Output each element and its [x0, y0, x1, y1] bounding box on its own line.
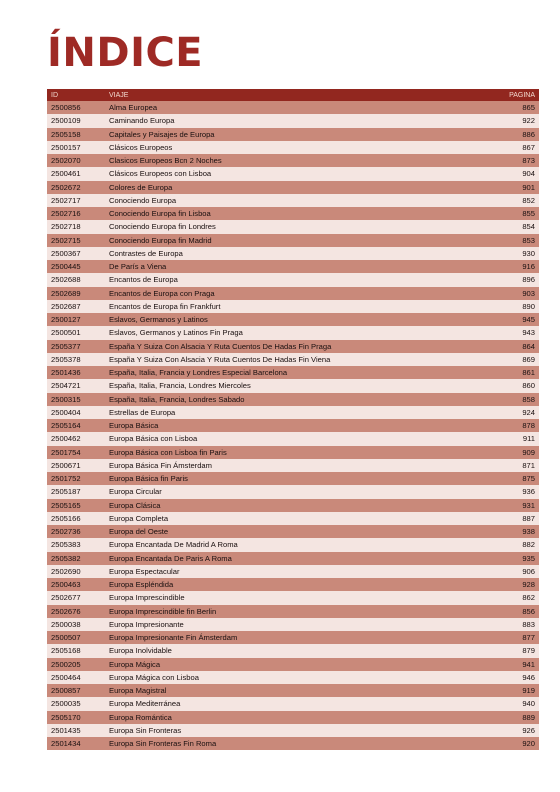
- trip-id-cell: 2502070: [47, 154, 105, 167]
- trip-id-cell: 2502690: [47, 565, 105, 578]
- trip-id-cell: 2502676: [47, 605, 105, 618]
- page-number-cell: 945: [479, 313, 539, 326]
- table-row: [47, 419, 539, 432]
- trip-name-cell: Alma Europea: [105, 101, 479, 114]
- trip-id-cell: 2505382: [47, 552, 105, 565]
- trip-id-cell: 2505166: [47, 512, 105, 525]
- table-row: [47, 512, 539, 525]
- page-number-cell: 856: [479, 605, 539, 618]
- trip-name-cell: Europa Sin Fronteras Fin Roma: [105, 737, 479, 750]
- table-row: [47, 697, 539, 710]
- trip-name-cell: Clasicos Europeos Bcn 2 Noches: [105, 154, 479, 167]
- table-row: [47, 591, 539, 604]
- trip-id-cell: 2500315: [47, 393, 105, 406]
- page-number-cell: 911: [479, 432, 539, 445]
- page-number-cell: 906: [479, 565, 539, 578]
- trip-id-cell: 2505383: [47, 538, 105, 551]
- trip-id-cell: 2502687: [47, 300, 105, 313]
- table-row: [47, 287, 539, 300]
- page-number-cell: 928: [479, 578, 539, 591]
- table-row: [47, 220, 539, 233]
- table-row: [47, 273, 539, 286]
- trip-name-cell: Europa Básica: [105, 419, 479, 432]
- trip-name-cell: Europa Encantada De Paris A Roma: [105, 552, 479, 565]
- trip-id-cell: 2501435: [47, 724, 105, 737]
- page-number-cell: 938: [479, 525, 539, 538]
- trip-name-cell: Europa Magistral: [105, 684, 479, 697]
- table-row: [47, 313, 539, 326]
- page-number-cell: 896: [479, 273, 539, 286]
- trip-name-cell: Europa Espectacular: [105, 565, 479, 578]
- page-number-cell: 935: [479, 552, 539, 565]
- table-row: [47, 565, 539, 578]
- table-row: [47, 326, 539, 339]
- trip-name-cell: Encantos de Europa fin Frankfurt: [105, 300, 479, 313]
- trip-id-cell: 2500856: [47, 101, 105, 114]
- page-number-cell: 941: [479, 658, 539, 671]
- trip-name-cell: Clásicos Europeos con Lisboa: [105, 167, 479, 180]
- index-table: [47, 89, 539, 750]
- table-row: [47, 340, 539, 353]
- page-number-cell: 865: [479, 101, 539, 114]
- page-number-cell: 903: [479, 287, 539, 300]
- page-number-cell: 886: [479, 128, 539, 141]
- table-row: [47, 406, 539, 419]
- trip-name-cell: España, Italia, Francia, Londres Miercoles: [105, 379, 479, 392]
- page-number-cell: 867: [479, 141, 539, 154]
- trip-name-cell: Europa Básica fin Paris: [105, 472, 479, 485]
- page-number-cell: 871: [479, 459, 539, 472]
- trip-id-cell: 2500857: [47, 684, 105, 697]
- trip-id-cell: 2500157: [47, 141, 105, 154]
- trip-id-cell: 2500445: [47, 260, 105, 273]
- page-number-cell: 946: [479, 671, 539, 684]
- page-number-cell: 889: [479, 711, 539, 724]
- table-row: [47, 499, 539, 512]
- table-row: [47, 234, 539, 247]
- table-row: [47, 459, 539, 472]
- trip-id-cell: 2502718: [47, 220, 105, 233]
- table-row: [47, 578, 539, 591]
- page-number-cell: 922: [479, 114, 539, 127]
- page-number-cell: 878: [479, 419, 539, 432]
- table-row: [47, 525, 539, 538]
- trip-name-cell: Colores de Europa: [105, 181, 479, 194]
- trip-name-cell: España, Italia, Francia y Londres Especial Barcelona: [105, 366, 479, 379]
- trip-id-cell: 2500501: [47, 326, 105, 339]
- trip-id-cell: 2501436: [47, 366, 105, 379]
- page-number-cell: 877: [479, 631, 539, 644]
- trip-id-cell: 2500461: [47, 167, 105, 180]
- table-row: [47, 684, 539, 697]
- trip-id-cell: 2502717: [47, 194, 105, 207]
- trip-name-cell: Contrastes de Europa: [105, 247, 479, 260]
- trip-id-cell: 2500464: [47, 671, 105, 684]
- page-number-cell: 919: [479, 684, 539, 697]
- trip-name-cell: Europa Inolvidable: [105, 644, 479, 657]
- trip-name-cell: Europa Imprescindible: [105, 591, 479, 604]
- trip-name-cell: Europa Básica con Lisboa: [105, 432, 479, 445]
- page-number-cell: 862: [479, 591, 539, 604]
- trip-name-cell: Europa Clásica: [105, 499, 479, 512]
- page-number-cell: 920: [479, 737, 539, 750]
- trip-id-cell: 2500109: [47, 114, 105, 127]
- table-row: [47, 737, 539, 750]
- trip-id-cell: 2501754: [47, 446, 105, 459]
- trip-id-cell: 2504721: [47, 379, 105, 392]
- trip-id-cell: 2500462: [47, 432, 105, 445]
- trip-name-cell: Europa Circular: [105, 485, 479, 498]
- trip-id-cell: 2500367: [47, 247, 105, 260]
- page-number-cell: 852: [479, 194, 539, 207]
- page-number-cell: 904: [479, 167, 539, 180]
- table-row: [47, 552, 539, 565]
- column-header-viaje: VIAJE: [105, 89, 479, 101]
- page-number-cell: 853: [479, 234, 539, 247]
- page-number-cell: 875: [479, 472, 539, 485]
- page-number-cell: 883: [479, 618, 539, 631]
- table-row: [47, 432, 539, 445]
- table-row: [47, 247, 539, 260]
- page-number-cell: 854: [479, 220, 539, 233]
- trip-name-cell: Europa Mágica: [105, 658, 479, 671]
- trip-name-cell: España, Italia, Francia, Londres Sabado: [105, 393, 479, 406]
- column-header-id: ID: [47, 89, 105, 101]
- table-row: [47, 114, 539, 127]
- table-row: [47, 393, 539, 406]
- trip-id-cell: 2505187: [47, 485, 105, 498]
- trip-name-cell: Conociendo Europa: [105, 194, 479, 207]
- table-body: [47, 101, 539, 750]
- trip-name-cell: Encantos de Europa con Praga: [105, 287, 479, 300]
- page-number-cell: 869: [479, 353, 539, 366]
- table-row: [47, 631, 539, 644]
- table-row: [47, 618, 539, 631]
- trip-id-cell: 2500038: [47, 618, 105, 631]
- page-number-cell: 916: [479, 260, 539, 273]
- table-row: [47, 724, 539, 737]
- table-row: [47, 644, 539, 657]
- page-number-cell: 936: [479, 485, 539, 498]
- page-number-cell: 873: [479, 154, 539, 167]
- trip-id-cell: 2501752: [47, 472, 105, 485]
- table-row: [47, 207, 539, 220]
- trip-id-cell: 2505170: [47, 711, 105, 724]
- trip-name-cell: Europa Imprescindible fin Berlin: [105, 605, 479, 618]
- trip-id-cell: 2500035: [47, 697, 105, 710]
- trip-name-cell: Europa Básica con Lisboa fin Paris: [105, 446, 479, 459]
- page-number-cell: 901: [479, 181, 539, 194]
- table-row: [47, 379, 539, 392]
- trip-name-cell: Europa Romántica: [105, 711, 479, 724]
- table-row: [47, 472, 539, 485]
- trip-name-cell: Europa Básica Fin Ámsterdam: [105, 459, 479, 472]
- trip-id-cell: 2500671: [47, 459, 105, 472]
- table-row: [47, 141, 539, 154]
- trip-name-cell: Europa Mediterránea: [105, 697, 479, 710]
- page-number-cell: 858: [479, 393, 539, 406]
- trip-name-cell: Europa Completa: [105, 512, 479, 525]
- table-row: [47, 605, 539, 618]
- trip-name-cell: Europa Encantada De Madrid A Roma: [105, 538, 479, 551]
- trip-name-cell: Conociendo Europa fin Lisboa: [105, 207, 479, 220]
- trip-id-cell: 2500507: [47, 631, 105, 644]
- trip-name-cell: Conociendo Europa fin Madrid: [105, 234, 479, 247]
- trip-name-cell: Caminando Europa: [105, 114, 479, 127]
- trip-id-cell: 2500127: [47, 313, 105, 326]
- page-number-cell: 909: [479, 446, 539, 459]
- trip-name-cell: Europa Espléndida: [105, 578, 479, 591]
- table-row: [47, 671, 539, 684]
- trip-name-cell: De París a Viena: [105, 260, 479, 273]
- column-header-pagina: PAGINA: [479, 89, 539, 101]
- trip-id-cell: 2502677: [47, 591, 105, 604]
- trip-id-cell: 2502736: [47, 525, 105, 538]
- page-number-cell: 930: [479, 247, 539, 260]
- page-number-cell: 943: [479, 326, 539, 339]
- trip-id-cell: 2505377: [47, 340, 105, 353]
- table-row: [47, 658, 539, 671]
- trip-name-cell: Europa Sin Fronteras: [105, 724, 479, 737]
- page-number-cell: 924: [479, 406, 539, 419]
- page-number-cell: 864: [479, 340, 539, 353]
- table-row: [47, 538, 539, 551]
- trip-id-cell: 2505378: [47, 353, 105, 366]
- trip-id-cell: 2505168: [47, 644, 105, 657]
- page-number-cell: 887: [479, 512, 539, 525]
- trip-name-cell: Conociendo Europa fin Londres: [105, 220, 479, 233]
- trip-id-cell: 2502715: [47, 234, 105, 247]
- page-number-cell: 861: [479, 366, 539, 379]
- table-row: [47, 366, 539, 379]
- page-number-cell: 940: [479, 697, 539, 710]
- page-number-cell: 890: [479, 300, 539, 313]
- trip-name-cell: Eslavos, Germanos y Latinos: [105, 313, 479, 326]
- trip-id-cell: 2502689: [47, 287, 105, 300]
- page-number-cell: 860: [479, 379, 539, 392]
- table-row: [47, 711, 539, 724]
- table-row: [47, 485, 539, 498]
- page-number-cell: 879: [479, 644, 539, 657]
- trip-id-cell: 2501434: [47, 737, 105, 750]
- table-header-row: [47, 89, 539, 101]
- trip-name-cell: Capitales y Paisajes de Europa: [105, 128, 479, 141]
- trip-id-cell: 2500463: [47, 578, 105, 591]
- table-row: [47, 128, 539, 141]
- trip-id-cell: 2502672: [47, 181, 105, 194]
- page-number-cell: 882: [479, 538, 539, 551]
- page-number-cell: 855: [479, 207, 539, 220]
- table-row: [47, 260, 539, 273]
- trip-name-cell: Eslavos, Germanos y Latinos Fin Praga: [105, 326, 479, 339]
- trip-id-cell: 2502688: [47, 273, 105, 286]
- trip-name-cell: España Y Suiza Con Alsacia Y Ruta Cuentos De Hadas Fin Praga: [105, 340, 479, 353]
- table-row: [47, 154, 539, 167]
- trip-id-cell: 2505165: [47, 499, 105, 512]
- table-row: [47, 353, 539, 366]
- trip-name-cell: España Y Suiza Con Alsacia Y Ruta Cuentos De Hadas Fin Viena: [105, 353, 479, 366]
- trip-name-cell: Clásicos Europeos: [105, 141, 479, 154]
- trip-name-cell: Europa Impresionante: [105, 618, 479, 631]
- trip-id-cell: 2500404: [47, 406, 105, 419]
- trip-id-cell: 2505164: [47, 419, 105, 432]
- trip-id-cell: 2500205: [47, 658, 105, 671]
- table-row: [47, 181, 539, 194]
- trip-name-cell: Europa Mágica con Lisboa: [105, 671, 479, 684]
- page-number-cell: 926: [479, 724, 539, 737]
- table-row: [47, 446, 539, 459]
- trip-name-cell: Europa Impresionante Fin Ámsterdam: [105, 631, 479, 644]
- trip-id-cell: 2505158: [47, 128, 105, 141]
- trip-id-cell: 2502716: [47, 207, 105, 220]
- page-title: ÍNDICE: [47, 30, 204, 76]
- table-row: [47, 101, 539, 114]
- trip-name-cell: Europa del Oeste: [105, 525, 479, 538]
- trip-name-cell: Encantos de Europa: [105, 273, 479, 286]
- page-number-cell: 931: [479, 499, 539, 512]
- table-row: [47, 300, 539, 313]
- trip-name-cell: Estrellas de Europa: [105, 406, 479, 419]
- table-row: [47, 167, 539, 180]
- table-row: [47, 194, 539, 207]
